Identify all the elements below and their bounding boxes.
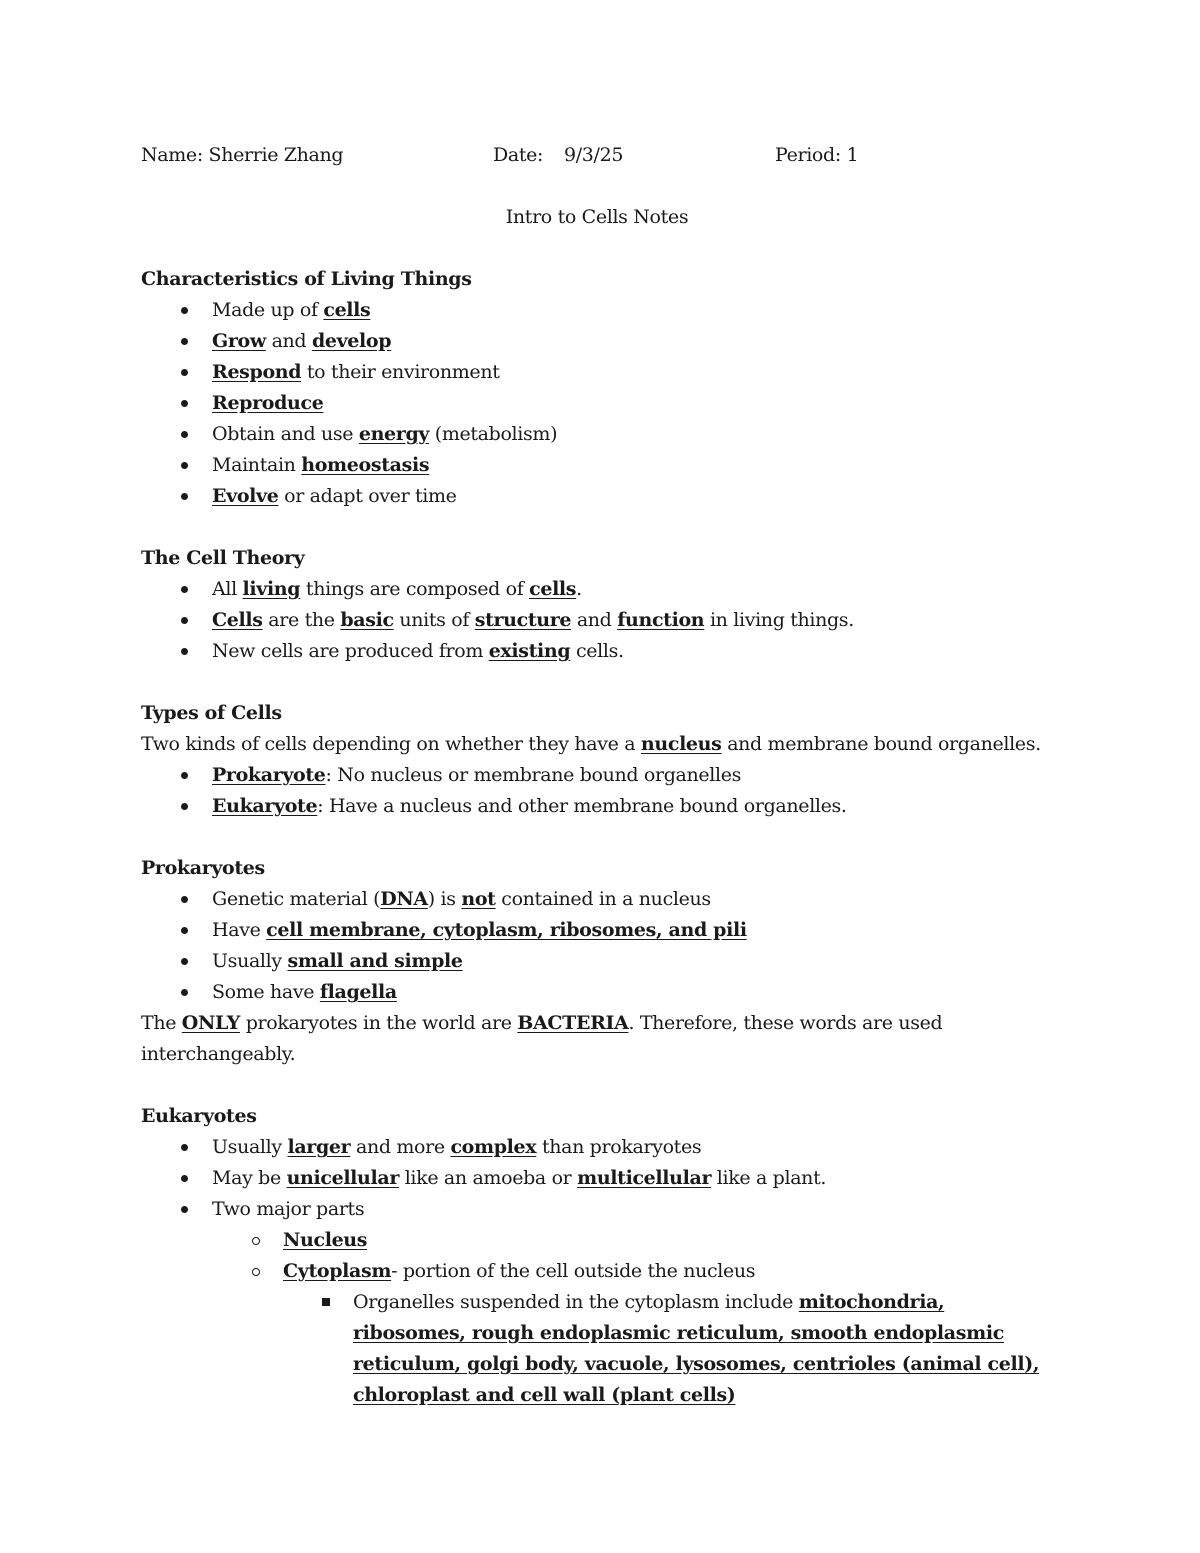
- list-item: Respond to their environment: [141, 357, 1071, 388]
- list-item: Reproduce: [141, 388, 1071, 419]
- list-item: Have cell membrane, cytoplasm, ribosomes, and pili: [141, 915, 1071, 946]
- list-item: Grow and develop: [141, 326, 1071, 357]
- prokaryotes-list: [141, 884, 1071, 1008]
- date-value: 9/3/25: [564, 144, 624, 166]
- organelles-sublist: [141, 1287, 1071, 1411]
- eukaryotes-sublist: [141, 1225, 1071, 1287]
- student-name: Name: Sherrie Zhang: [141, 144, 344, 166]
- characteristics-list: [141, 295, 1071, 512]
- section-heading-types: Types of Cells: [141, 702, 282, 724]
- types-intro: Two kinds of cells depending on whether they have a nucleus and membrane bound organelles.: [141, 733, 1041, 755]
- sub-sublist-item: Organelles suspended in the cytoplasm include mitochondria, ribosomes, rough endoplasmic reticulum, smooth endoplasmic reticulum, golgi body, vacuole, lysosomes, centrioles (animal cell), chloroplast and cell wall (plant cells): [141, 1287, 1061, 1411]
- sublist-item: Cytoplasm- portion of the cell outside the nucleus: [141, 1256, 1071, 1287]
- list-item: May be unicellular like an amoeba or multicellular like a plant.: [141, 1163, 1071, 1194]
- document-title: Intro to Cells Notes: [505, 206, 689, 228]
- list-item: Made up of cells: [141, 295, 1071, 326]
- cell-theory-list: [141, 574, 1071, 667]
- list-item: Eukaryote: Have a nucleus and other membrane bound organelles.: [141, 791, 1071, 822]
- section-heading-characteristics: Characteristics of Living Things: [141, 268, 472, 290]
- list-item: Prokaryote: No nucleus or membrane bound organelles: [141, 760, 1071, 791]
- document-page: [141, 140, 1071, 1411]
- section-heading-prokaryotes: Prokaryotes: [141, 857, 265, 879]
- list-item: Usually small and simple: [141, 946, 1071, 977]
- period: Period: 1: [775, 144, 859, 166]
- list-item: New cells are produced from existing cells.: [141, 636, 1071, 667]
- list-item: Usually larger and more complex than prokaryotes: [141, 1132, 1071, 1163]
- list-item: Cells are the basic units of structure and function in living things.: [141, 605, 1071, 636]
- sublist-item: Nucleus: [141, 1225, 1071, 1256]
- types-list: [141, 760, 1071, 822]
- list-item: Evolve or adapt over time: [141, 481, 1071, 512]
- list-item: Some have flagella: [141, 977, 1071, 1008]
- section-heading-cell-theory: The Cell Theory: [141, 547, 305, 569]
- list-item: Maintain homeostasis: [141, 450, 1071, 481]
- list-item: All living things are composed of cells.: [141, 574, 1071, 605]
- list-item: Obtain and use energy (metabolism): [141, 419, 1071, 450]
- list-item: Genetic material (DNA) is not contained in a nucleus: [141, 884, 1071, 915]
- list-item: Two major parts: [141, 1194, 1071, 1225]
- header-row: [141, 140, 1071, 171]
- eukaryotes-list: [141, 1132, 1071, 1225]
- section-heading-eukaryotes: Eukaryotes: [141, 1105, 257, 1127]
- date-label: Date:: [493, 144, 544, 166]
- prokaryotes-note: The ONLY prokaryotes in the world are BACTERIA. Therefore, these words are used interchangeably.: [141, 1012, 943, 1065]
